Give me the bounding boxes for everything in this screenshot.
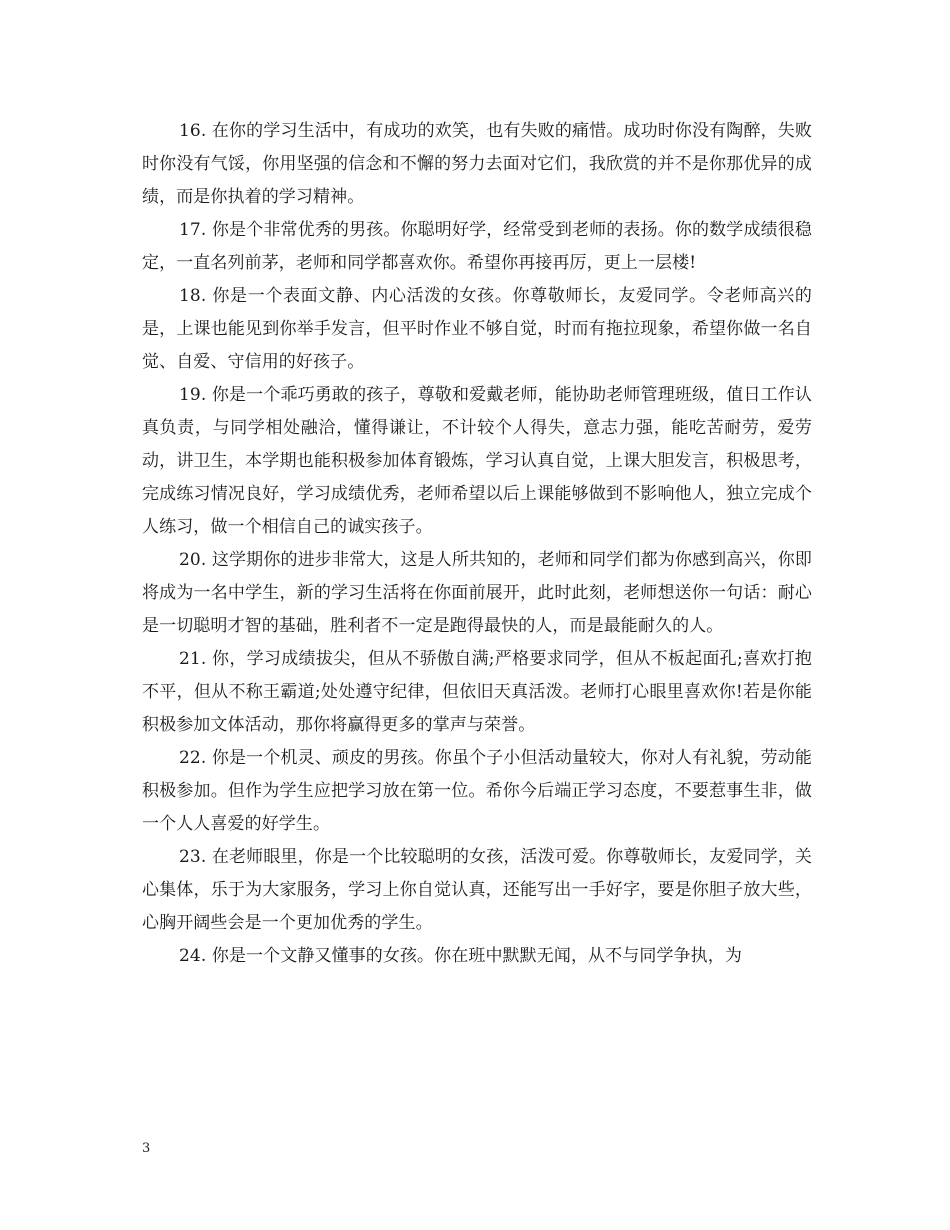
- comment-paragraph-16: 16. 在你的学习生活中，有成功的欢笑，也有失败的痛惜。成功时你没有陶醉，失败时你没有气馁，你用坚强的信念和不懈的努力去面对它们，我欣赏的并不是你那优异的成绩，而是你执着的学习精神。: [142, 121, 812, 207]
- comment-paragraph-20: 20. 这学期你的进步非常大，这是人所共知的，老师和同学们都为你感到高兴，你即将成为一名中学生，新的学习生活将在你面前展开，此时此刻，老师想送你一句话：耐心是一切聪明才智的基础，胜利者不一定是跑得最快的人，而是最能耐久的人。: [142, 550, 812, 636]
- comment-paragraph-22: 22. 你是一个机灵、顽皮的男孩。你虽个子小但活动量较大，你对人有礼貌，劳动能积极参加。但作为学生应把学习放在第一位。希你今后端正学习态度，不要惹事生非，做一个人人喜爱的好学生。: [142, 748, 812, 834]
- comment-paragraph-19: 19. 你是一个乖巧勇敢的孩子，尊敬和爱戴老师，能协助老师管理班级，值日工作认真负责，与同学相处融洽，懂得谦让，不计较个人得失，意志力强，能吃苦耐劳，爱劳动，讲卫生，本学期也能积极参加体育锻炼，学习认真自觉，上课大胆发言，积极思考，完成练习情况良好，学习成绩优秀，老师希望以后上课能够做到不影响他人，独立完成个人练习，做一个相信自己的诚实孩子。: [142, 385, 812, 537]
- document-body: [142, 115, 812, 973]
- comment-paragraph-17: 17. 你是个非常优秀的男孩。你聪明好学，经常受到老师的表扬。你的数学成绩很稳定，一直名列前茅，老师和同学都喜欢你。希望你再接再厉，更上一层楼!: [142, 220, 812, 273]
- comment-paragraph-23: 23. 在老师眼里，你是一个比较聪明的女孩，活泼可爱。你尊敬师长，友爱同学，关心集体，乐于为大家服务，学习上你自觉认真，还能写出一手好字，要是你胆子放大些，心胸开阔些会是一个更加优秀的学生。: [142, 847, 812, 933]
- comment-paragraph-18: 18. 你是一个表面文静、内心活泼的女孩。你尊敬师长，友爱同学。令老师高兴的是，上课也能见到你举手发言，但平时作业不够自觉，时而有拖拉现象，希望你做一名自觉、自爱、守信用的好孩子。: [142, 286, 812, 372]
- comment-paragraph-24: 24. 你是一个文静又懂事的女孩。你在班中默默无闻，从不与同学争执，为: [179, 946, 742, 966]
- page-number: 3: [142, 1141, 151, 1156]
- comment-paragraph-21: 21. 你，学习成绩拔尖，但从不骄傲自满;严格要求同学，但从不板起面孔;喜欢打抱不平，但从不称王霸道;处处遵守纪律，但依旧天真活泼。老师打心眼里喜欢你!若是你能积极参加文体活动，那你将赢得更多的掌声与荣誉。: [142, 649, 812, 735]
